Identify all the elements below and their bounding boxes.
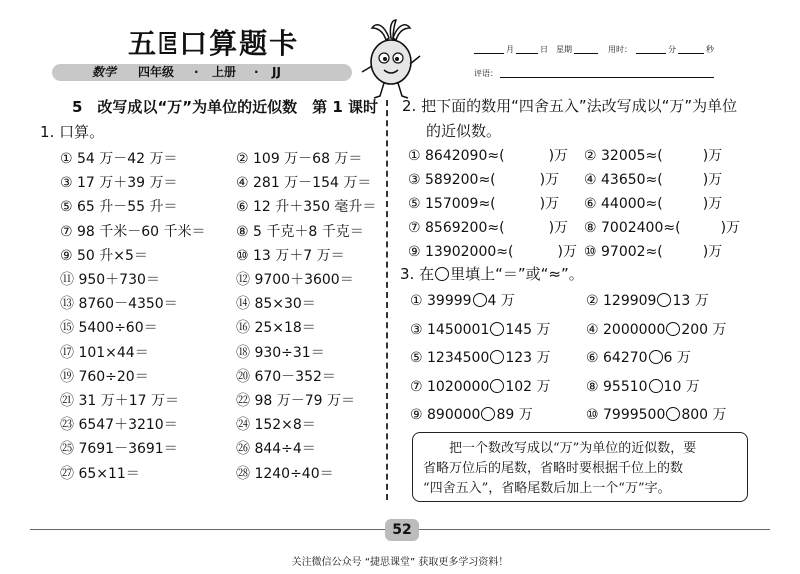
q2-number: ⑦ 8569200 [408, 220, 488, 236]
minute-label: 分 [668, 45, 676, 54]
q1-item: ⑧ 5 千克＋8 千克＝ [236, 223, 364, 240]
q2-title-line1: 2. 把下面的数用“四舍五入”法改写成以“万”为单位 [402, 97, 738, 115]
tip-line-2: 省略万位后的尾数，省略时要根据千位上的数 [423, 461, 684, 476]
approx-close: ) [702, 172, 709, 188]
q3-right: 13 万 [672, 293, 709, 309]
approx-open: ≈( [496, 244, 514, 260]
q2-number: ③ 589200 [408, 172, 479, 188]
q3-item [586, 404, 727, 424]
q1-item: ㉓ 6547＋3210＝ [60, 417, 178, 434]
q3-left: ⑧ 95510 [586, 378, 648, 395]
q1-item: ⑭ 85×30＝ [236, 296, 316, 313]
second-label: 秒 [706, 45, 714, 54]
q2-item [584, 241, 722, 261]
month-label: 月 [506, 45, 514, 54]
q1-item: ⑨ 50 升×5＝ [60, 247, 148, 264]
q2-item [408, 169, 559, 189]
lesson-title: 5 改写成以“万”为单位的近似数 第 1 课时 [72, 98, 379, 116]
approx-open: ≈( [487, 220, 505, 236]
month-blank[interactable] [474, 53, 504, 54]
time-used-label: 用时： [608, 45, 632, 54]
approx-close: ) [539, 172, 546, 188]
circle-answer-icon[interactable] [481, 407, 495, 421]
q3-right: 123 万 [505, 350, 551, 366]
comment-label: 评语： [474, 69, 498, 78]
q2-number: ⑩ 97002 [584, 244, 646, 260]
q1-item: ⑥ 12 升＋350 毫升＝ [236, 199, 377, 216]
approx-open: ≈( [663, 220, 681, 236]
volume-label: 上册 [212, 65, 237, 79]
q3-left: ⑤ 1234500 [410, 350, 490, 366]
q2-item [584, 169, 722, 189]
q3-left: ⑥ 64270 [586, 350, 648, 366]
approx-close: ) [548, 220, 555, 236]
q2-number: ⑥ 44000 [584, 196, 646, 212]
unit-label: 万 [726, 220, 741, 236]
q3-item [586, 290, 709, 310]
q1-item: ⑰ 101×44＝ [60, 344, 149, 361]
q1-item: ⑤ 65 升－55 升＝ [60, 199, 178, 216]
q3-left: ⑨ 890000 [410, 407, 481, 423]
card-title [128, 22, 299, 62]
q1-item: ⑦ 98 千米－60 千米＝ [60, 223, 206, 240]
weekday-label: 星期 [556, 45, 572, 54]
circle-answer-icon[interactable] [490, 350, 504, 364]
q1-item: ㉑ 31 万＋17 万＝ [60, 393, 179, 409]
dot-1: · [194, 65, 199, 79]
q2-number: ④ 43650 [584, 172, 646, 188]
q2-item [408, 217, 568, 237]
circle-answer-icon[interactable] [649, 379, 663, 393]
q1-item: ⑩ 13 万＋7 万＝ [236, 247, 345, 264]
circle-icon [435, 267, 449, 281]
approx-open: ≈( [645, 148, 663, 164]
subject-label: 数学 [92, 65, 117, 79]
q1-item: ⑮ 5400÷60＝ [60, 320, 158, 337]
day-label: 日 [540, 45, 548, 54]
q3-right: 102 万 [505, 378, 551, 395]
q1-item: ② 109 万－68 万＝ [236, 151, 363, 167]
q1-item: ⑬ 8760－4350＝ [60, 296, 178, 313]
weekday-blank[interactable] [574, 53, 598, 54]
q2-item [408, 193, 559, 213]
approx-close: ) [702, 244, 709, 260]
q1-item: ㉗ 65×11＝ [60, 465, 140, 482]
approx-close: ) [702, 196, 709, 212]
radish-mascot-icon [356, 18, 426, 102]
circle-answer-icon[interactable] [657, 293, 671, 307]
approx-close: ) [720, 220, 727, 236]
q3-item [410, 376, 551, 396]
circle-answer-icon[interactable] [649, 350, 663, 364]
q3-right: 89 万 [496, 407, 533, 423]
q3-left: ① 39999 [410, 293, 472, 309]
q3-item [410, 347, 551, 367]
q3-right: 6 万 [663, 350, 691, 366]
q1-item: ⑳ 670－352＝ [236, 368, 336, 385]
approx-close: ) [557, 244, 563, 260]
edition-label: JJ [272, 65, 281, 79]
q3-left: ② 129909 [586, 293, 657, 309]
q2-number: ① 8642090 [408, 148, 488, 164]
q2-item [584, 217, 740, 237]
circle-answer-icon[interactable] [490, 322, 504, 336]
approx-open: ≈( [478, 172, 496, 188]
unit-label: 万 [708, 244, 723, 260]
q1-title: 1. 口算。 [40, 123, 105, 141]
column-divider [386, 100, 388, 500]
q1-item: ㉘ 1240÷40＝ [236, 465, 334, 482]
approx-close: ) [702, 148, 709, 164]
q3-right: 800 万 [681, 407, 727, 423]
q3-left: ③ 1450001 [410, 321, 490, 338]
approx-open: ≈( [487, 148, 505, 164]
q2-title-line2: 的近似数。 [426, 122, 502, 140]
comment-blank[interactable] [500, 77, 714, 78]
q2-number: ⑧ 7002400 [584, 220, 664, 236]
q2-number: ⑤ 157009 [408, 196, 479, 212]
q2-item [408, 241, 577, 261]
q2-item [584, 193, 722, 213]
q3-item [410, 319, 551, 339]
q1-item: ⑲ 760÷20＝ [60, 368, 149, 385]
q1-item: ⑫ 9700＋3600＝ [236, 272, 354, 288]
approx-open: ≈( [645, 172, 663, 188]
tip-box [412, 432, 748, 502]
grade-label: 四年级 [138, 65, 175, 79]
q1-item: ㉕ 7691－3691＝ [60, 441, 178, 458]
circle-answer-icon[interactable] [490, 379, 504, 393]
q1-item: ① 54 万－42 万＝ [60, 151, 178, 167]
q3-item [410, 404, 533, 424]
q3-item [586, 319, 727, 339]
subject-banner [52, 64, 352, 81]
q3-title-post: 里填上“＝”或“≈”。 [450, 265, 584, 283]
approx-open: ≈( [645, 244, 663, 260]
approx-open: ≈( [645, 196, 663, 212]
q1-item: ㉔ 152×8＝ [236, 417, 316, 434]
circle-answer-icon[interactable] [473, 293, 487, 307]
q1-item: ㉒ 98 万－79 万＝ [236, 393, 355, 409]
q2-item [584, 145, 722, 165]
unit-label: 万 [708, 172, 723, 188]
minute-blank[interactable] [636, 53, 666, 54]
title-suffix: 口算题卡 [179, 27, 300, 60]
q3-right: 200 万 [681, 321, 727, 338]
q3-left: ⑩ 7999500 [586, 407, 666, 423]
q1-item: ⑪ 950＋730＝ [60, 272, 160, 288]
second-blank[interactable] [678, 53, 704, 54]
q1-item: ⑱ 930÷31＝ [236, 344, 325, 361]
approx-close: ) [539, 196, 546, 212]
q3-item [586, 347, 691, 367]
q2-number: ② 32005 [584, 148, 646, 164]
unit-label: 万 [708, 148, 723, 164]
q3-left: ⑦ 1020000 [410, 378, 490, 395]
unit-label: 万 [708, 196, 723, 212]
tip-line-3: “四舍五入”，省略尾数后加上一个“万”字。 [423, 481, 671, 496]
q3-item [410, 290, 515, 310]
unit-label: 万 [545, 172, 560, 188]
circle-answer-icon[interactable] [666, 322, 680, 336]
unit-label: 万 [545, 196, 560, 212]
q1-item: ⑯ 25×18＝ [236, 320, 316, 337]
q1-item: ④ 281 万－154 万＝ [236, 175, 372, 192]
circle-answer-icon[interactable] [666, 407, 680, 421]
unit-label: 万 [562, 244, 577, 260]
approx-close: ) [548, 148, 555, 164]
q3-left: ④ 2000000 [586, 321, 666, 338]
dot-2: · [254, 65, 259, 79]
q3-right: 10 万 [663, 378, 700, 395]
q3-title [400, 263, 584, 284]
q3-item [586, 376, 700, 396]
q3-right: 4 万 [487, 293, 515, 309]
q1-item: ㉖ 844÷4＝ [236, 441, 316, 458]
footer-note: 关注微信公众号 “捷思课堂” 获取更多学习资料！ [291, 557, 509, 568]
unit-label: 万 [554, 148, 569, 164]
day-blank[interactable] [516, 53, 538, 54]
q2-number: ⑨ 13902000 [408, 244, 497, 260]
approx-open: ≈( [478, 196, 496, 212]
unit-label: 万 [554, 220, 569, 236]
tip-line-1: 把一个数改写成以“万”为单位的近似数，要 [449, 441, 697, 456]
title-prefix: 五 [128, 27, 159, 60]
q2-item [408, 145, 568, 165]
q3-title-pre: 3. 在 [400, 265, 435, 283]
q1-item: ③ 17 万＋39 万＝ [60, 175, 178, 192]
page-number: 52 [385, 519, 419, 541]
title-letter: E [158, 27, 180, 60]
q3-right: 145 万 [505, 321, 551, 338]
